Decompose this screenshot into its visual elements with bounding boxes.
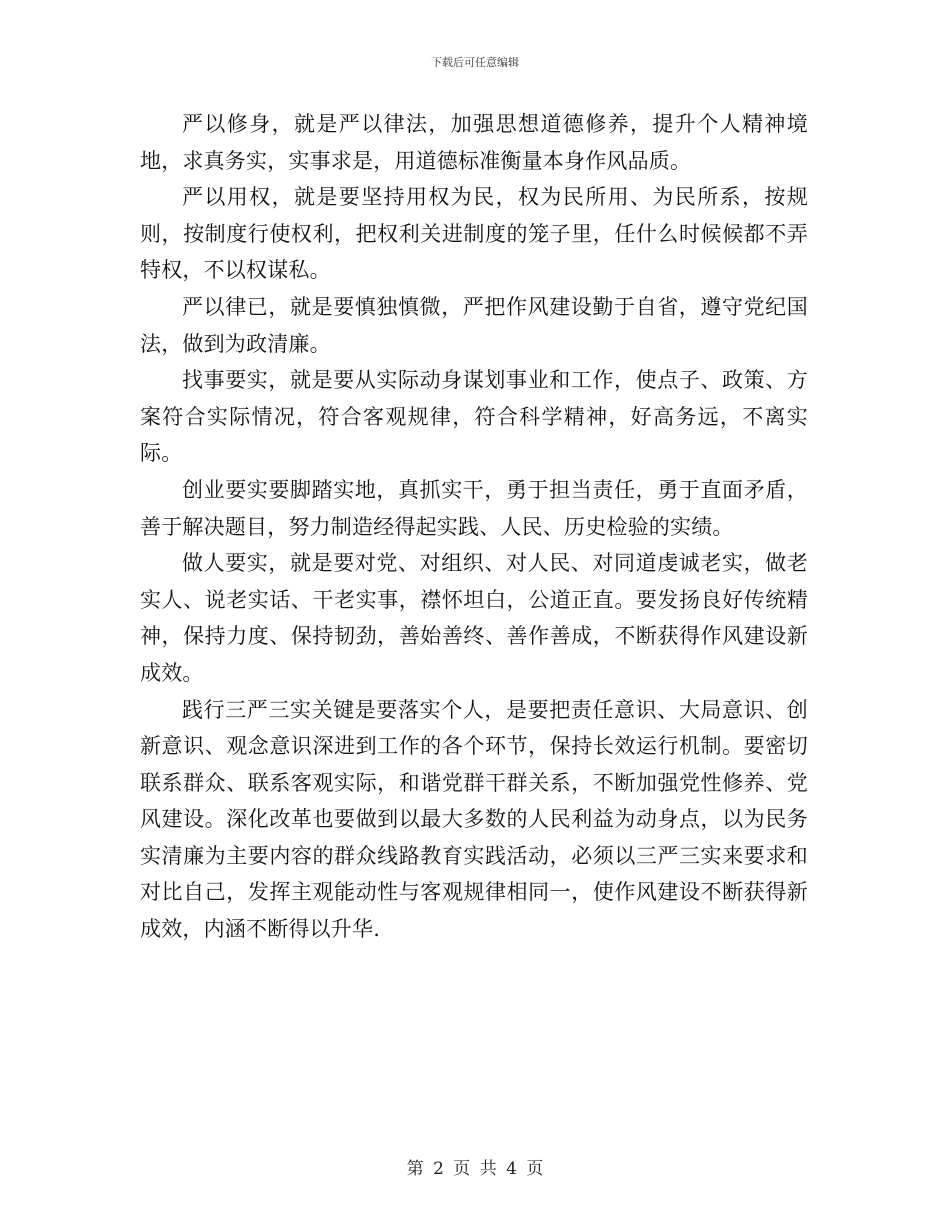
paragraph: 践行三严三实关键是要落实个人，是要把责任意识、大局意识、创新意识、观念意识深进到工作的各个环节，保持长效运行机制。要密切联系群众、联系客观实际，和谐党群干群关系，不断加强党性修养、党风建设。深化改革也要做到以最大多数的人民利益为动身点，以为民务实清廉为主要内容的群众线路教育实践活动，必须以三严三实来要求和对比自己，发挥主观能动性与客观规律相同一，使作风建设不断获得新成效，内涵不断得以升华. bbox=[140, 697, 808, 942]
page-number: 第 2 页 共 4 页 bbox=[406, 1159, 544, 1179]
paragraph: 严以用权，就是要坚持用权为民，权为民所用、为民所系，按规则，按制度行使权利，把权利关进制度的笼子里，任什么时候候都不弄特权，不以权谋私。 bbox=[140, 185, 808, 283]
page-header: 下载后可任意编辑 bbox=[431, 56, 519, 69]
paragraph: 做人要实，就是要对党、对组织、对人民、对同道虔诚老实，做老实人、说老实话、干老实事，襟怀坦白，公道正直。要发扬良好传统精神，保持力度、保持韧劲，善始善终、善作善成，不断获得作风建设新成效。 bbox=[140, 551, 808, 685]
paragraph: 找事要实，就是要从实际动身谋划事业和工作，使点子、政策、方案符合实际情况，符合客观规律，符合科学精神，好高务远，不离实际。 bbox=[140, 368, 808, 466]
paragraph: 创业要实要脚踏实地，真抓实干，勇于担当责任，勇于直面矛盾，善于解决题目，努力制造经得起实践、人民、历史检验的实绩。 bbox=[140, 477, 808, 539]
document-body bbox=[140, 106, 808, 948]
paragraph: 严以修身，就是严以律法，加强思想道德修养，提升个人精神境地，求真务实，实事求是，用道德标准衡量本身作风品质。 bbox=[140, 112, 808, 173]
paragraph: 严以律已，就是要慎独慎微，严把作风建设勤于自省，遵守党纪国法，做到为政清廉。 bbox=[140, 294, 808, 356]
